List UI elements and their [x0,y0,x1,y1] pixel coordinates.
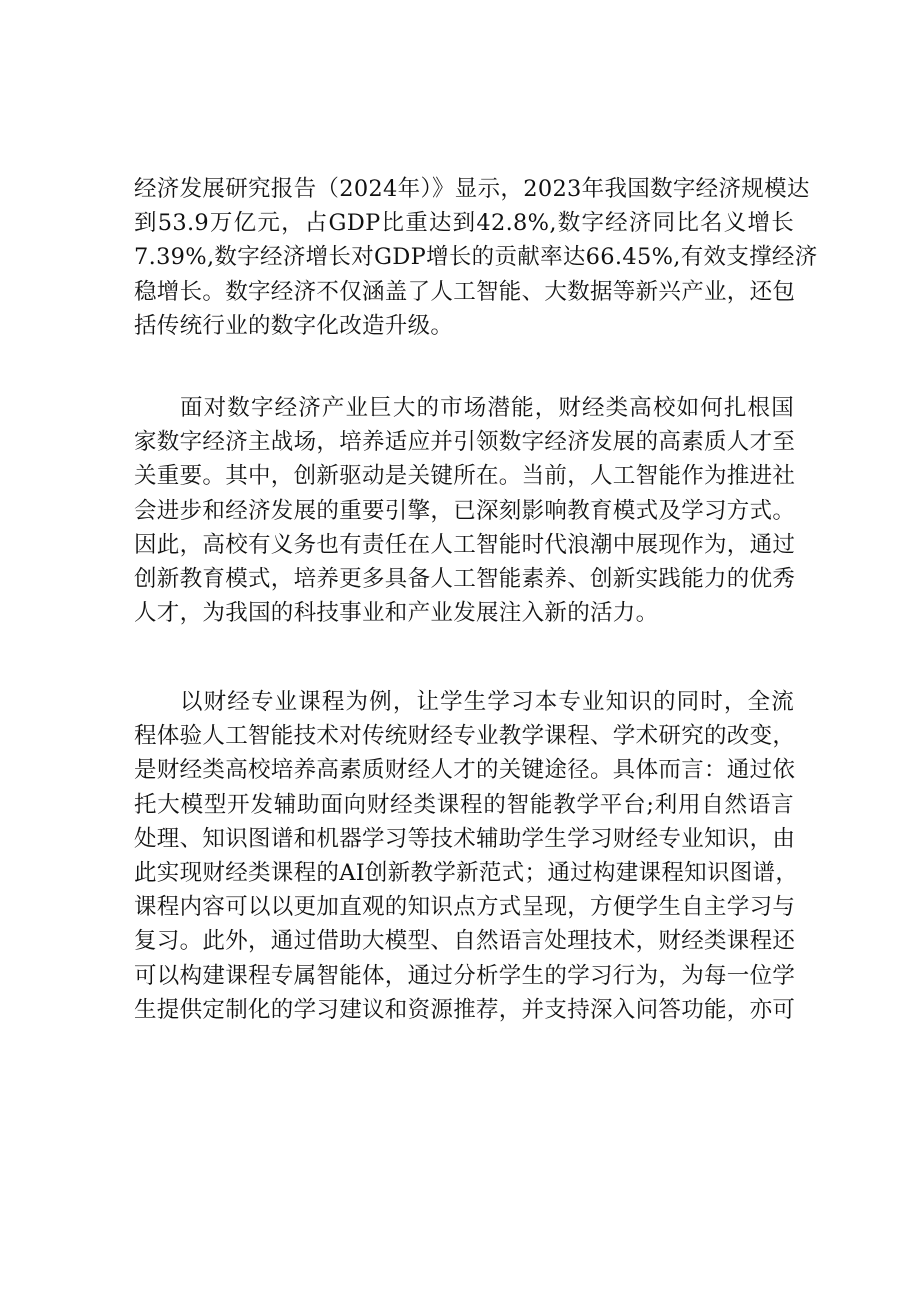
paragraph-1 [134,172,818,343]
text-line: 创新教育模式，培养更多具备人工智能素养、创新实践能力的优秀 [134,565,796,592]
text-line: 关重要。其中，创新驱动是关键所在。当前，人工智能作为推进社 [134,463,796,490]
text-line: 会进步和经济发展的重要引擎，已深刻影响教育模式及学习方式。 [134,497,796,524]
text-line: 7.39%,数字经济增长对GDP增长的贡献率达66.45%,有效支撑经济 [134,244,818,271]
text-line: 处理、知识图谱和机器学习等技术辅助学生学习财经专业知识，由 [134,825,796,852]
text-line: 课程内容可以以更加直观的知识点方式呈现，方便学生自主学习与 [134,894,796,921]
text-line: 面对数字经济产业巨大的市场潜能，财经类高校如何扎根国 [180,395,794,421]
text-line: 因此，高校有义务也有责任在人工智能时代浪潮中展现作为，通过 [134,531,796,558]
text-line: 托大模型开发辅助面向财经类课程的智能教学平台;利用自然语言 [134,791,794,818]
text-line: 括传统行业的数字化改造升级。 [134,312,454,339]
text-line: 是财经类高校培养高素质财经人才的关键途径。具体而言：通过依 [134,757,796,784]
text-line: 以财经专业课程为例，让学生学习本专业知识的同时，全流 [180,689,794,715]
text-line: 经济发展研究报告（2024年）》显示，2023年我国数字经济规模达 [134,176,810,202]
text-line: 程体验人工智能技术对传统财经专业教学课程、学术研究的改变， [134,723,796,750]
text-line: 到53.9万亿元，占GDP比重达到42.8%,数字经济同比名义增长 [134,210,794,237]
text-line: 生提供定制化的学习建议和资源推荐，并支持深入问答功能，亦可 [134,996,796,1023]
text-line: 复习。此外，通过借助大模型、自然语言处理技术，财经类课程还 [134,928,796,955]
text-line: 可以构建课程专属智能体，通过分析学生的学习行为，为每一位学 [134,962,796,989]
text-line: 此实现财经类课程的AI创新教学新范式；通过构建课程知识图谱， [134,859,799,886]
text-line: 稳增长。数字经济不仅涵盖了人工智能、大数据等新兴产业，还包 [134,278,796,305]
paragraph-3 [134,685,799,1027]
text-line: 人才，为我国的科技事业和产业发展注入新的活力。 [134,600,659,627]
paragraph-2 [134,391,794,630]
text-line: 家数字经济主战场，培养适应并引领数字经济发展的高素质人才至 [134,429,796,456]
